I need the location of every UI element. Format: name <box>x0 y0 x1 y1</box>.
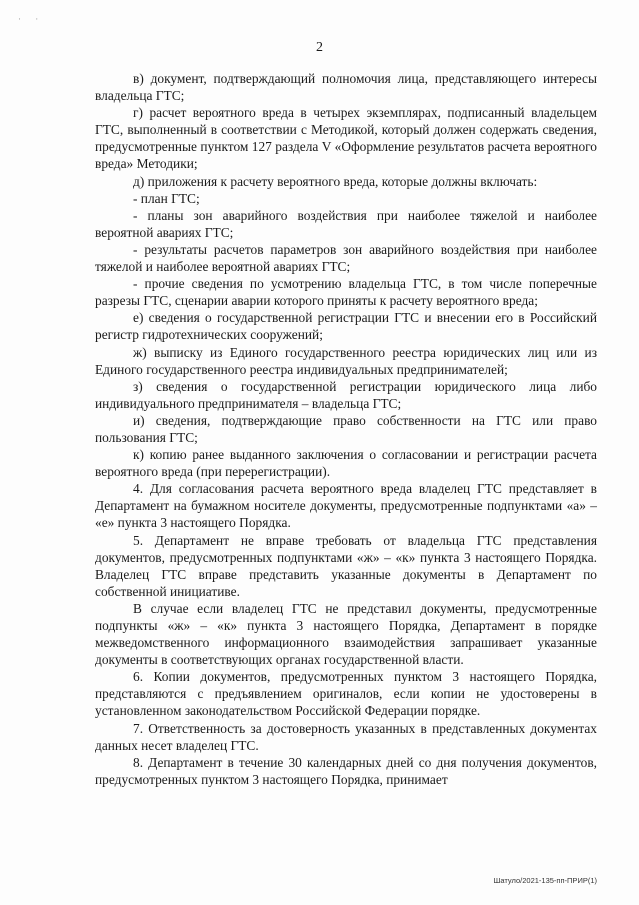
paragraph-k: к) копию ранее выданного заключения о согласовании и регистрации расчета вероятного вреда (при перерегистрации). <box>95 447 597 480</box>
paragraph-z: з) сведения о государственной регистрации юридического лица либо индивидуального предпринимателя – владельца ГТС; <box>95 378 597 411</box>
paragraph-v: в) документ, подтверждающий полномочия лица, представляющего интересы владельца ГТС; <box>95 71 597 104</box>
clause-8: 8. Департамент в течение 30 календарных дней со дня получения документов, предусмотренных пунктом 3 настоящего Порядка, принимает <box>95 754 597 787</box>
list-item-zone-plans: - планы зон аварийного воздействия при наиболее тяжелой и наиболее вероятной авариях ГТС; <box>95 207 597 240</box>
list-item-plan: - план ГТС; <box>133 190 200 206</box>
list-item-zone-results: - результаты расчетов параметров зон аварийного воздействия при наиболее тяжелой и наиболее вероятной авариях ГТС; <box>95 241 597 275</box>
document-body <box>95 70 597 788</box>
page-number: 2 <box>316 40 323 55</box>
clause-5-continuation: В случае если владелец ГТС не представил документы, предусмотренные подпункты «ж» – «к» пункта 3 настоящего Порядка, Департамент в порядке межведомственного информационного взаимодействия запрашивает указанные документы в соответствующих органах государственной власти. <box>95 600 597 668</box>
list-item-other: - прочие сведения по усмотрению владельца ГТС, в том числе поперечные разрезы ГТС, сценарии аварии которого приняты к расчету вероятного вреда; <box>95 276 597 309</box>
scan-corner-marks: · · <box>18 14 45 24</box>
clause-7: 7. Ответственность за достоверность указанных в представленных документах данных несет владелец ГТС. <box>95 720 597 753</box>
paragraph-i: и) сведения, подтверждающие право собственности на ГТС или право пользования ГТС; <box>95 412 597 445</box>
paragraph-g: г) расчет вероятного вреда в четырех экземплярах, подписанный владельцем ГТС, выполненный в соответствии с Методикой, который должен содержать сведения, предусмотренные пунктом 127 раздела V «Оформление результатов расчета вероятного вреда» Методики; <box>95 105 597 172</box>
paragraph-e: е) сведения о государственной регистрации ГТС и внесении его в Российский регистр гидротехнических сооружений; <box>95 310 597 343</box>
clause-6: 6. Копии документов, предусмотренных пунктом 3 настоящего Порядка, представляются с предъявлением оригиналов, если копии не удостоверены в установленном законодательством Российской Федерации порядке. <box>95 669 597 719</box>
clause-4: 4. Для согласования расчета вероятного вреда владелец ГТС представляет в Департамент на бумажном носителе документы, предусмотренные подпунктами «а» – «е» пункта 3 настоящего Порядка. <box>95 481 597 531</box>
paragraph-zh: ж) выписку из Единого государственного реестра юридических лиц или из Единого государственного реестра индивидуальных предпринимателей; <box>95 344 597 377</box>
paragraph-d: д) приложения к расчету вероятного вреда, которые должны включать: <box>133 173 538 189</box>
clause-5: 5. Департамент не вправе требовать от владельца ГТС представления документов, предусмотренных подпунктами «ж» – «к» пункта 3 настоящего Порядка. Владелец ГТС вправе представить указанные документы в Департамент по собственной инициативе. <box>95 532 597 599</box>
document-footer-code: Шатуло/2021-135-пп-ПРИР(1) <box>493 876 597 885</box>
